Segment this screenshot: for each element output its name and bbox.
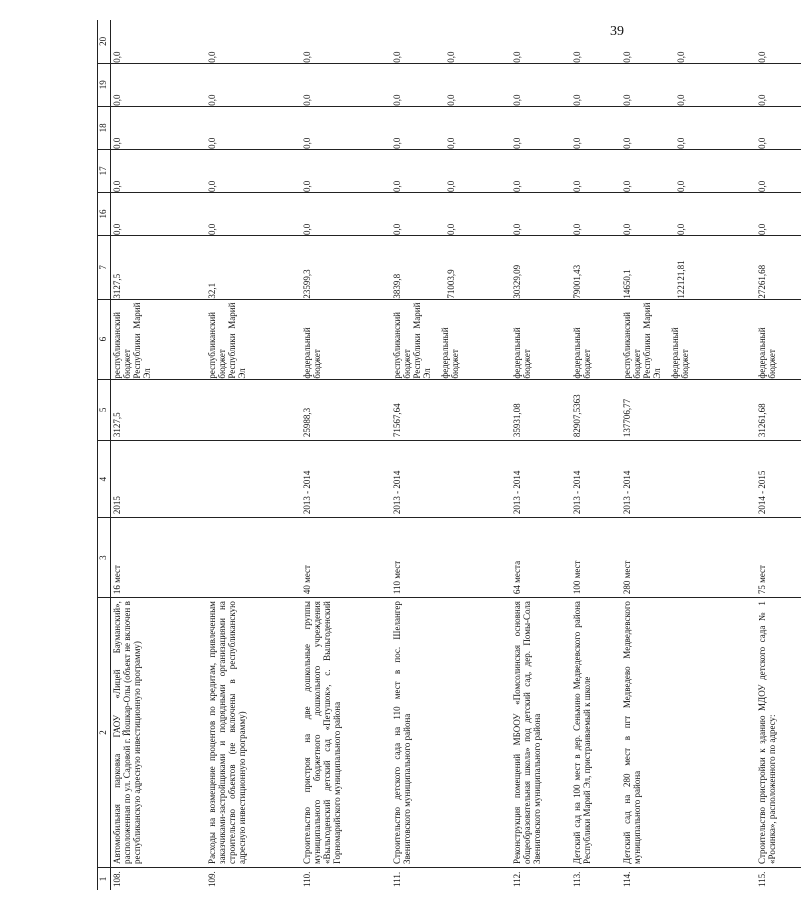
capacity: 40 мест xyxy=(301,518,391,598)
funding-source-entry: федеральный бюджет xyxy=(439,327,460,379)
table-row xyxy=(511,20,571,890)
year-value-c16 xyxy=(301,192,391,235)
year-value-c16-entry: 0,0 xyxy=(756,223,767,236)
table-header-row xyxy=(98,20,111,890)
year-value-c17-entry: 0,0 xyxy=(445,180,456,192)
year-value-c18-entry: 0,0 xyxy=(112,137,122,149)
year-value-c19 xyxy=(206,63,301,106)
year-value-c17-entry: 0,0 xyxy=(675,180,686,192)
table-row xyxy=(621,20,756,890)
year-value-c19-entry: 0,0 xyxy=(675,94,686,106)
year-value-c17 xyxy=(621,149,756,192)
year-value-c19-entry: 0,0 xyxy=(621,94,632,106)
year-value-c17-entry: 0,0 xyxy=(571,180,582,192)
total-cost: 137706,77 xyxy=(621,379,756,441)
year-value-c18-entry: 0,0 xyxy=(756,137,767,149)
year-value-c19-entry: 0,0 xyxy=(571,94,582,106)
year-value-c16-entry: 0,0 xyxy=(675,223,686,236)
row-number: 108. xyxy=(112,871,122,887)
year-value-c20 xyxy=(571,20,621,63)
object-name: Строительство детского сада на 110 мест в пос. Шелангер Звениговского муниципального района xyxy=(391,598,511,868)
funding-amount-entry: 23599,3 xyxy=(301,269,312,299)
funding-source-entry: федеральный бюджет xyxy=(669,327,690,379)
year-value-c18-entry: 0,0 xyxy=(445,137,456,149)
capacity xyxy=(206,518,301,598)
year-value-c20-entry: 0,0 xyxy=(445,51,456,63)
table-row xyxy=(756,20,801,890)
year-value-c18-entry: 0,0 xyxy=(391,137,402,149)
year-value-c16-entry: 0,0 xyxy=(511,223,522,236)
total-cost: 82907,5363 xyxy=(571,379,621,441)
year-value-c16-entry: 0,0 xyxy=(206,223,217,236)
column-header: 1 xyxy=(98,867,111,890)
funding-amount xyxy=(571,236,621,300)
total-cost: 31261,68 xyxy=(756,379,801,441)
year-value-c19-entry: 0,0 xyxy=(511,94,522,106)
year-value-c18-entry: 0,0 xyxy=(206,137,217,149)
funding-amount xyxy=(206,236,301,300)
funding-amount-entry: 30329,09 xyxy=(511,264,522,299)
funding-amount-entry: 71003,9 xyxy=(445,269,456,299)
year-value-c20-entry: 0,0 xyxy=(756,51,767,63)
page-number: 39 xyxy=(610,24,624,39)
funding-amount xyxy=(756,236,801,300)
column-header: 20 xyxy=(98,20,111,63)
capacity: 100 мест xyxy=(571,518,621,598)
funding-amount-entry: 14650,1 xyxy=(621,269,632,299)
period: 2013 - 2014 xyxy=(301,441,391,518)
year-value-c19 xyxy=(621,63,756,106)
funding-source xyxy=(571,299,621,379)
capacity: 75 мест xyxy=(756,518,801,598)
year-value-c19-entry: 0,0 xyxy=(445,94,456,106)
year-value-c20 xyxy=(756,20,801,63)
funding-source xyxy=(756,299,801,379)
year-value-c17-entry: 0,0 xyxy=(301,180,312,192)
column-header: 6 xyxy=(98,299,111,379)
capacity: 110 мест xyxy=(391,518,511,598)
object-name: Реконструкция помещений МБООУ «Помсолинская основная общеобразовательная школа» под детский сад, дер. Помы-Сола Звениговского муниципального района xyxy=(511,598,571,868)
object-name: Строительство пристроя на две дошкольные группы муниципального бюджетного дошкольного учреждения «Выльгоденский детский сад «Петушок», с. Выльгоденский Горномарийского муниципального района xyxy=(301,598,391,868)
funding-amount xyxy=(391,236,511,300)
funding-amount-entry: 3839,8 xyxy=(391,273,402,299)
funding-source-entry: федеральный бюджет xyxy=(301,327,322,379)
table-row xyxy=(391,20,511,890)
row-number: 111. xyxy=(391,871,402,887)
year-value-c19-entry: 0,0 xyxy=(756,94,767,106)
year-value-c18-entry: 0,0 xyxy=(621,137,632,149)
year-value-c18 xyxy=(756,106,801,149)
year-value-c16-entry: 0,0 xyxy=(391,223,402,236)
object-name: Детский сад на 280 мест в пгт Медведево Медведевского муниципального района xyxy=(621,598,756,868)
year-value-c19-entry: 0,0 xyxy=(112,94,122,106)
capacity: 64 места xyxy=(511,518,571,598)
row-number: 112. xyxy=(511,871,522,887)
period: 2013 - 2014 xyxy=(511,441,571,518)
year-value-c17-entry: 0,0 xyxy=(206,180,217,192)
year-value-c19 xyxy=(571,63,621,106)
year-value-c19 xyxy=(301,63,391,106)
funding-amount xyxy=(111,236,206,300)
year-value-c17 xyxy=(571,149,621,192)
capacity: 280 мест xyxy=(621,518,756,598)
year-value-c16-entry: 0,0 xyxy=(301,223,312,236)
funding-amount-entry: 79001,43 xyxy=(571,264,582,299)
year-value-c18-entry: 0,0 xyxy=(511,137,522,149)
funding-source xyxy=(206,299,301,379)
table-row xyxy=(301,20,391,890)
column-header: 19 xyxy=(98,63,111,106)
year-value-c18 xyxy=(301,106,391,149)
year-value-c17-entry: 0,0 xyxy=(391,180,402,192)
funding-source-entry: республиканский бюджет Республики Марий Эл xyxy=(391,302,432,379)
year-value-c16-entry: 0,0 xyxy=(571,223,582,236)
column-header: 7 xyxy=(98,236,111,300)
year-value-c18-entry: 0,0 xyxy=(301,137,312,149)
column-header: 5 xyxy=(98,379,111,441)
year-value-c16 xyxy=(621,192,756,235)
year-value-c20-entry: 0,0 xyxy=(112,51,122,63)
total-cost: 3127,5 xyxy=(111,379,206,441)
rotated-table-container xyxy=(97,20,777,890)
funding-source xyxy=(621,299,756,379)
year-value-c18-entry: 0,0 xyxy=(571,137,582,149)
column-header: 17 xyxy=(98,149,111,192)
funding-source-entry: федеральный бюджет xyxy=(756,327,777,379)
year-value-c17 xyxy=(111,149,206,192)
table-row xyxy=(571,20,621,890)
funding-amount xyxy=(301,236,391,300)
year-value-c20-entry: 0,0 xyxy=(571,51,582,63)
table-body xyxy=(111,20,801,890)
funding-amount xyxy=(511,236,571,300)
year-value-c17 xyxy=(206,149,301,192)
row-number: 113. xyxy=(571,871,582,887)
funding-source-entry: федеральный бюджет xyxy=(571,327,592,379)
funding-source-entry: федеральный бюджет xyxy=(511,327,532,379)
period: 2013 - 2014 xyxy=(621,441,756,518)
table-row xyxy=(111,20,206,890)
object-name: Детский сад на 100 мест в дер. Сенькино Медведевского района Республики Марий Эл, пристраиваемый к школе xyxy=(571,598,621,868)
funding-amount-entry: 122121,81 xyxy=(675,260,686,299)
table-row xyxy=(206,20,301,890)
object-name: Автомобильная парковка ГАОУ «Лицей Бауманский», расположенная по ул. Садовой г. Йошкар-Олы (объект не включен в республиканскую адресную инвестиционную программу) xyxy=(111,598,206,868)
year-value-c19 xyxy=(511,63,571,106)
funding-amount-entry: 32,1 xyxy=(206,282,217,299)
row-number: 110. xyxy=(301,871,312,887)
year-value-c17-entry: 0,0 xyxy=(112,180,122,192)
year-value-c16 xyxy=(206,192,301,235)
period: 2014 - 2015 xyxy=(756,441,801,518)
column-header: 18 xyxy=(98,106,111,149)
year-value-c20-entry: 0,0 xyxy=(206,51,217,63)
year-value-c19-entry: 0,0 xyxy=(301,94,312,106)
total-cost: 25988,3 xyxy=(301,379,391,441)
funding-amount xyxy=(621,236,756,300)
object-name: Строительство пристройки к зданию МДОУ детского сада № 1 «Росинка», расположенного по адресу: xyxy=(756,598,801,868)
year-value-c17-entry: 0,0 xyxy=(756,180,767,192)
year-value-c20 xyxy=(111,20,206,63)
year-value-c20-entry: 0,0 xyxy=(301,51,312,63)
year-value-c19-entry: 0,0 xyxy=(206,94,217,106)
total-cost: 35931,08 xyxy=(511,379,571,441)
row-number: 115. xyxy=(756,871,767,887)
row-number: 109. xyxy=(206,871,217,887)
funding-source xyxy=(511,299,571,379)
year-value-c20-entry: 0,0 xyxy=(675,51,686,63)
year-value-c20 xyxy=(206,20,301,63)
year-value-c16 xyxy=(111,192,206,235)
year-value-c20-entry: 0,0 xyxy=(511,51,522,63)
column-header: 4 xyxy=(98,441,111,518)
year-value-c20 xyxy=(301,20,391,63)
year-value-c17 xyxy=(511,149,571,192)
funding-source-entry: республиканский бюджет Республики Марий Эл xyxy=(206,302,247,379)
year-value-c16 xyxy=(571,192,621,235)
column-header: 16 xyxy=(98,192,111,235)
funding-amount-entry: 27261,68 xyxy=(756,264,767,299)
funding-source xyxy=(301,299,391,379)
year-value-c19 xyxy=(756,63,801,106)
funding-source-entry: республиканский бюджет Республики Марий Эл xyxy=(621,302,662,379)
year-value-c18 xyxy=(391,106,511,149)
column-header: 3 xyxy=(98,518,111,598)
total-cost xyxy=(206,379,301,441)
investment-table xyxy=(97,20,801,890)
year-value-c18 xyxy=(511,106,571,149)
capacity: 16 мест xyxy=(111,518,206,598)
year-value-c16-entry: 0,0 xyxy=(621,223,632,236)
year-value-c18 xyxy=(621,106,756,149)
year-value-c18 xyxy=(206,106,301,149)
year-value-c17-entry: 0,0 xyxy=(511,180,522,192)
year-value-c17-entry: 0,0 xyxy=(621,180,632,192)
year-value-c16 xyxy=(756,192,801,235)
funding-source xyxy=(111,299,206,379)
year-value-c18 xyxy=(111,106,206,149)
year-value-c20 xyxy=(391,20,511,63)
year-value-c18-entry: 0,0 xyxy=(675,137,686,149)
year-value-c16 xyxy=(511,192,571,235)
year-value-c17 xyxy=(301,149,391,192)
total-cost: 71567,64 xyxy=(391,379,511,441)
year-value-c19 xyxy=(391,63,511,106)
year-value-c19 xyxy=(111,63,206,106)
year-value-c20-entry: 0,0 xyxy=(391,51,402,63)
object-name: Расходы на возмещение процентов по кредитам, привлеченным заказчиками-застройщиками и подрядными организациями на строительство объектов (не включены в республиканскую адресную инвестиционную программу) xyxy=(206,598,301,868)
year-value-c20 xyxy=(511,20,571,63)
year-value-c20-entry: 0,0 xyxy=(621,51,632,63)
period: 2013 - 2014 xyxy=(571,441,621,518)
year-value-c16-entry: 0,0 xyxy=(112,223,122,236)
funding-source-entry: республиканский бюджет Республики Марий Эл xyxy=(112,302,153,379)
row-number: 114. xyxy=(621,871,632,887)
funding-amount-entry: 3127,5 xyxy=(112,273,122,299)
year-value-c17 xyxy=(756,149,801,192)
year-value-c20 xyxy=(621,20,756,63)
year-value-c19-entry: 0,0 xyxy=(391,94,402,106)
period: 2013 - 2014 xyxy=(391,441,511,518)
column-header: 2 xyxy=(98,598,111,868)
funding-source xyxy=(391,299,511,379)
year-value-c18 xyxy=(571,106,621,149)
year-value-c16-entry: 0,0 xyxy=(445,223,456,236)
period xyxy=(206,441,301,518)
year-value-c17 xyxy=(391,149,511,192)
year-value-c16 xyxy=(391,192,511,235)
period: 2015 xyxy=(111,441,206,518)
